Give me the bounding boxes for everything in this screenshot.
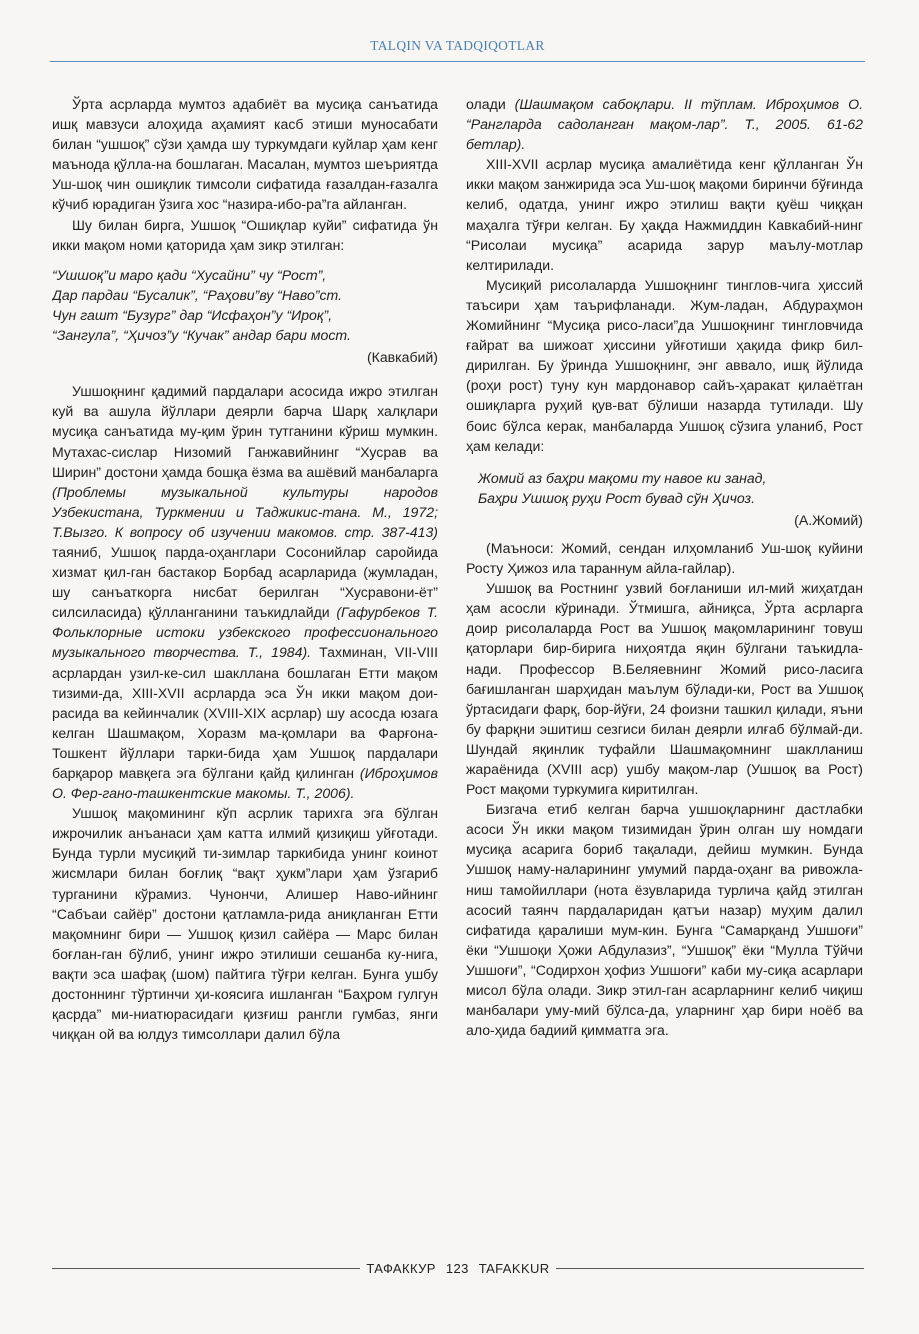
paragraph [466, 94, 863, 154]
paragraph: Ушшоқ мақомининг кўп асрлик тарихга эга бўлган ижрочилик анъанаси ҳам катта илмий қизиқиш уйғотади. Бунда турли мусиқий ти-зимлар таркибида унинг коинот жисмлари билан боғлиқ “вақт ҳукм”лари ҳам ўзгариб турганини кўрамиз. Чунончи, Алишер Наво-ийнинг “Сабъаи сайёр” достони қатламла-рида аниқланган Етти мақомнинг бири — Ушшоқ қизил сайёра — Марс билан боғлан-ган бўлиб, унинг ижро этилиши сешанба ку-нига, вақти эса шафақ (шом) пайтига тўғри келган. Бунга ушбу достоннинг тўртинчи ҳи-коясига ишланган “Баҳром гулгун қасрда” ми-ниатюрасидаги қизғиш рангли гумбаз, янги чиққан ой ва юлдуз тимсоллари далил бўла [52, 805, 438, 1043]
text-run: Тахминан, VII-VIII асрлардан узил-ке-сил шакллана бошлаган Етти мақом тизими-да, XIII-XVII асрларда эса Ўн икки мақом дои-расида ва кейинчалик (XVIII-XIX асрлар) шу асосда юзага келган Шашмақом, Хоразм ма-қомлари ва Фарғона-Тошкент йўллари тарки-бида ҳам Ушшоқ пардалари барқарор мавқега эга бўлгани қайд қилинган [52, 644, 438, 781]
paragraph: Ушшоқ ва Ростнинг узвий боғланиши ил-мий жиҳатдан ҳам асосли кўринади. Ўтмишга, айниқса, Ўрта асрларга доир рисолаларда Рост ва Ушшоқ мақомларининг товуш қаторлари бир-бирига ниҳоятда яқин бўлгани таъкидла-нади. Профессор В.Беляевнинг Жомий рисо-ласига бағишланган шарҳидан маълум бўлади-ки, Рост ва Ушшоқ ўртасидаги фарқ, бор-йўғи, 24 фоизни ташкил қилади, яъни бу фарқни эшитиш сезгиси билан деярли илғаб бўлмай-ди. Шундай яқинлик туфайли Шашмақомнинг шаклланиш жараёнида (XVIII аср) ушбу мақом-лар (Ушшоқ ва Рост) Рост мақоми туркумига киритилган. [466, 580, 863, 798]
verse-attribution: (Кавкабий) [366, 349, 438, 366]
paragraph: Мусиқий рисолаларда Ушшоқнинг тинглов-чига ҳиссий таъсири ҳам таърифланади. Жум-ладан, Абдураҳмон Жомийнинг “Мусиқа рисо-ласи”да Ушшоқнинг тингловчида ғайрат ва шижоат ҳиссини уйғотиши ҳақида фикр бил-дирилган. Бу ўринда Ушшоқнинг, энг аввало, ишқ йўлида (роҳи рост) туну кун мардонавор сайъ-ҳаракат қилаётган ошиқларга руҳий қув-ват бўлиши назарда тутилади. Шу боис бўлса керак, манбаларда Ушшоқ сўзига уланиб, Рост ҳам келади: [466, 276, 863, 454]
running-footer [52, 1258, 864, 1278]
verse-block [478, 468, 863, 508]
paragraph: (Маъноси: Жомий, сендан илҳомланиб Уш-шоқ куйини Росту Ҳижоз ила тараннум айла-гайлар). [466, 539, 863, 577]
text-run: таяниб, Ушшоқ парда-оҳанглари Сосонийлар саройида хизмат қил-ган бастакор Борбад асарларида (жумладан, шу санъаткорга нисбат берилган “Хусравони-ёт” силсиласида) қўлланганини таъкидлайди [52, 543, 438, 621]
paragraph: XIII-XVII асрлар мусиқа амалиётида кенг қўлланган Ўн икки мақом занжирида эса Уш-шоқ мақоми биринчи бўғинда келиб, одатда, унинг ижро этилиш вақти қуёш чиққан маҳалга тўғри келган. Бу ҳақда Нажмиддин Кавкабий-нинг “Рисолаи мусиқа” асарида зарур маълу-мотлар келтирилади. [466, 156, 863, 273]
running-header [50, 38, 865, 66]
verse-block [52, 265, 438, 345]
paragraph: Ўрта асрларда мумтоз адабиёт ва мусиқа санъатида ишқ мавзуси алоҳида аҳамият касб этиши муносабати билан “ушшоқ” сўзи ҳамда шу туркумдаги куйлар ҳам кенг маънода қўлла-на бошлаган. Масалан, мумтоз шеъриятда Уш-шоқ чин ошиқлик тимсоли сифатида ғазалдан-ғазалга кўчиб юрадиган ўзига хос “назира-ибо-ра”га айланган. [52, 96, 438, 213]
paragraph: Бизгача етиб келган барча ушшоқларнинг дастлабки асоси Ўн икки мақом тизимидан ўрин олган шу номдаги мусиқа асарига бориб тақалади, дейиш мумкин. Бунда Ушшоқ наму-наларининг умумий парда-оҳанг ва ривожла-ниш тамойиллари (нота ёзувларида турлича қайд этилган асосий таянч пардаларидан қатъи назар) муҳим далил сифатида қаралиши мум-кин. Бунга “Самарқанд Ушшоғи” ёки “Ушшоқи Ҳожи Абдулазиз”, “Ушшоқ” ёки “Мулла Тўйчи Ушшоғи”, “Содирхон ҳофиз Ушшоғи” каби му-сиқа асарлари мисол бўла олади. Зикр этил-ган асарларнинг келиб чиқиш манбалари уму-мий бўлса-да, уларнинг ҳар бири ноёб ва ало-ҳида бадиий қимматга эга. [466, 801, 863, 1039]
footer-journal-cyrillic: ТАФАККУР [366, 1260, 436, 1276]
citation: (Гафурбеков Т. Фольклорные истоки узбекского профессионального музыкального творчества. Т., 1984). [52, 604, 438, 661]
header-rule [50, 61, 865, 62]
verse-attribution: (А.Жомий) [794, 511, 863, 528]
verse-line: Чун гашт “Бузург” дар “Исфаҳон”у “Ироқ”, [52, 306, 333, 323]
paragraph [52, 381, 438, 803]
paragraph: Шу билан бирга, Ушшоқ “Ошиқлар куйи” сифатида ўн икки мақом номи қаторида ҳам зикр этилган: [52, 216, 438, 253]
footer-journal-latin: TAFAKKUR [478, 1260, 550, 1276]
header-title: TALQIN VA TADQIQOTLAR [370, 38, 545, 53]
verse-line: Дар пардаи “Бусалик”, “Раҳови”ву “Наво”ст. [52, 286, 343, 303]
verse-line: Баҳри Ушшоқ руҳи Рост бувад сўн Ҳичоз. [478, 489, 756, 506]
verse-line: “Зангула”, “Ҳичоз”у “Кучак” андар бари мост. [52, 327, 351, 344]
footer-rule-right [556, 1268, 864, 1269]
text-run: олади [466, 96, 515, 112]
citation: (Иброҳимов О. Фер-гано-ташкентские макомы. Т., 2006). [52, 765, 438, 802]
citation: (Проблемы музыкальной культуры народов Узбекистана, Туркмении и Таджикис-тана. М., 1972; Т.Вызго. К вопросу об изучении макомов. стр. 387-413) [52, 483, 438, 540]
footer-rule-left [52, 1268, 360, 1269]
verse-line: “Ушшоқ”и маро қади “Хусайни” чу “Рост”, [52, 266, 327, 283]
verse-line: Жомий аз баҳри мақоми ту навое ки занад, [478, 469, 767, 486]
text-run: Ушшоқнинг қадимий пардалари асосида ижро этилган куй ва ашула йўллари деярли барча Шарқ халқлари мусиқа санъатида му-қим ўрин тутганини кўриш мумкин. Мутахас-сислар Низомий Ганжавийнинг “Хусрав ва Ширин” достони ҳамда бошқа ёзма ва ашёвий манбаларга [52, 383, 438, 480]
right-column [466, 94, 863, 1269]
citation: (Шашмақом сабоқлари. II тўплам. Иброҳимов О. “Рангларда садоланган мақом-лар”. Т., 2005. 61-62 бетлар). [466, 96, 863, 153]
page-number: 123 [445, 1260, 469, 1276]
left-column [52, 94, 438, 1269]
footer-text [360, 1261, 555, 1276]
